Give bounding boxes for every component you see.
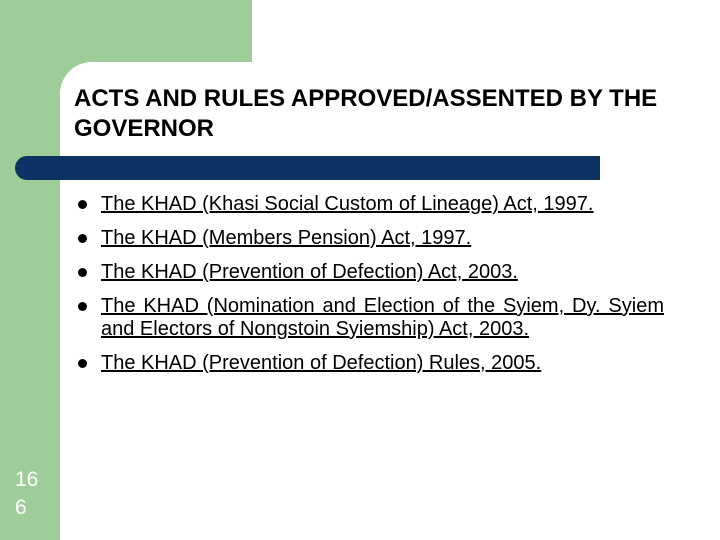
list-item-text: The KHAD (Prevention of Defection) Act, 2003. <box>101 261 518 283</box>
bullet-icon <box>78 200 87 209</box>
list-item-text: The KHAD (Members Pension) Act, 1997. <box>101 227 472 249</box>
bullet-icon <box>78 268 87 277</box>
list-item <box>74 227 664 250</box>
list-item <box>74 193 664 216</box>
list-item <box>74 295 664 341</box>
list-item <box>74 352 664 375</box>
list-item-text: The KHAD (Nomination and Election of the Syiem, Dy. Syiem and Electors of Nongstoin Syiemship) Act, 2003. <box>101 295 664 340</box>
title-underline-bar <box>15 156 600 180</box>
bullet-list <box>74 193 664 386</box>
bullet-icon <box>78 302 87 311</box>
list-item-text: The KHAD (Khasi Social Custom of Lineage) Act, 1997. <box>101 193 594 215</box>
list-item <box>74 261 664 284</box>
list-item-text: The KHAD (Prevention of Defection) Rules, 2005. <box>101 352 542 374</box>
slide-title: ACTS AND RULES APPROVED/ASSENTED BY THE GOVERNOR <box>74 85 658 142</box>
bullet-icon <box>78 359 87 368</box>
page-number: 16 6 <box>15 468 39 519</box>
bullet-icon <box>78 234 87 243</box>
green-side-strip <box>0 0 60 540</box>
